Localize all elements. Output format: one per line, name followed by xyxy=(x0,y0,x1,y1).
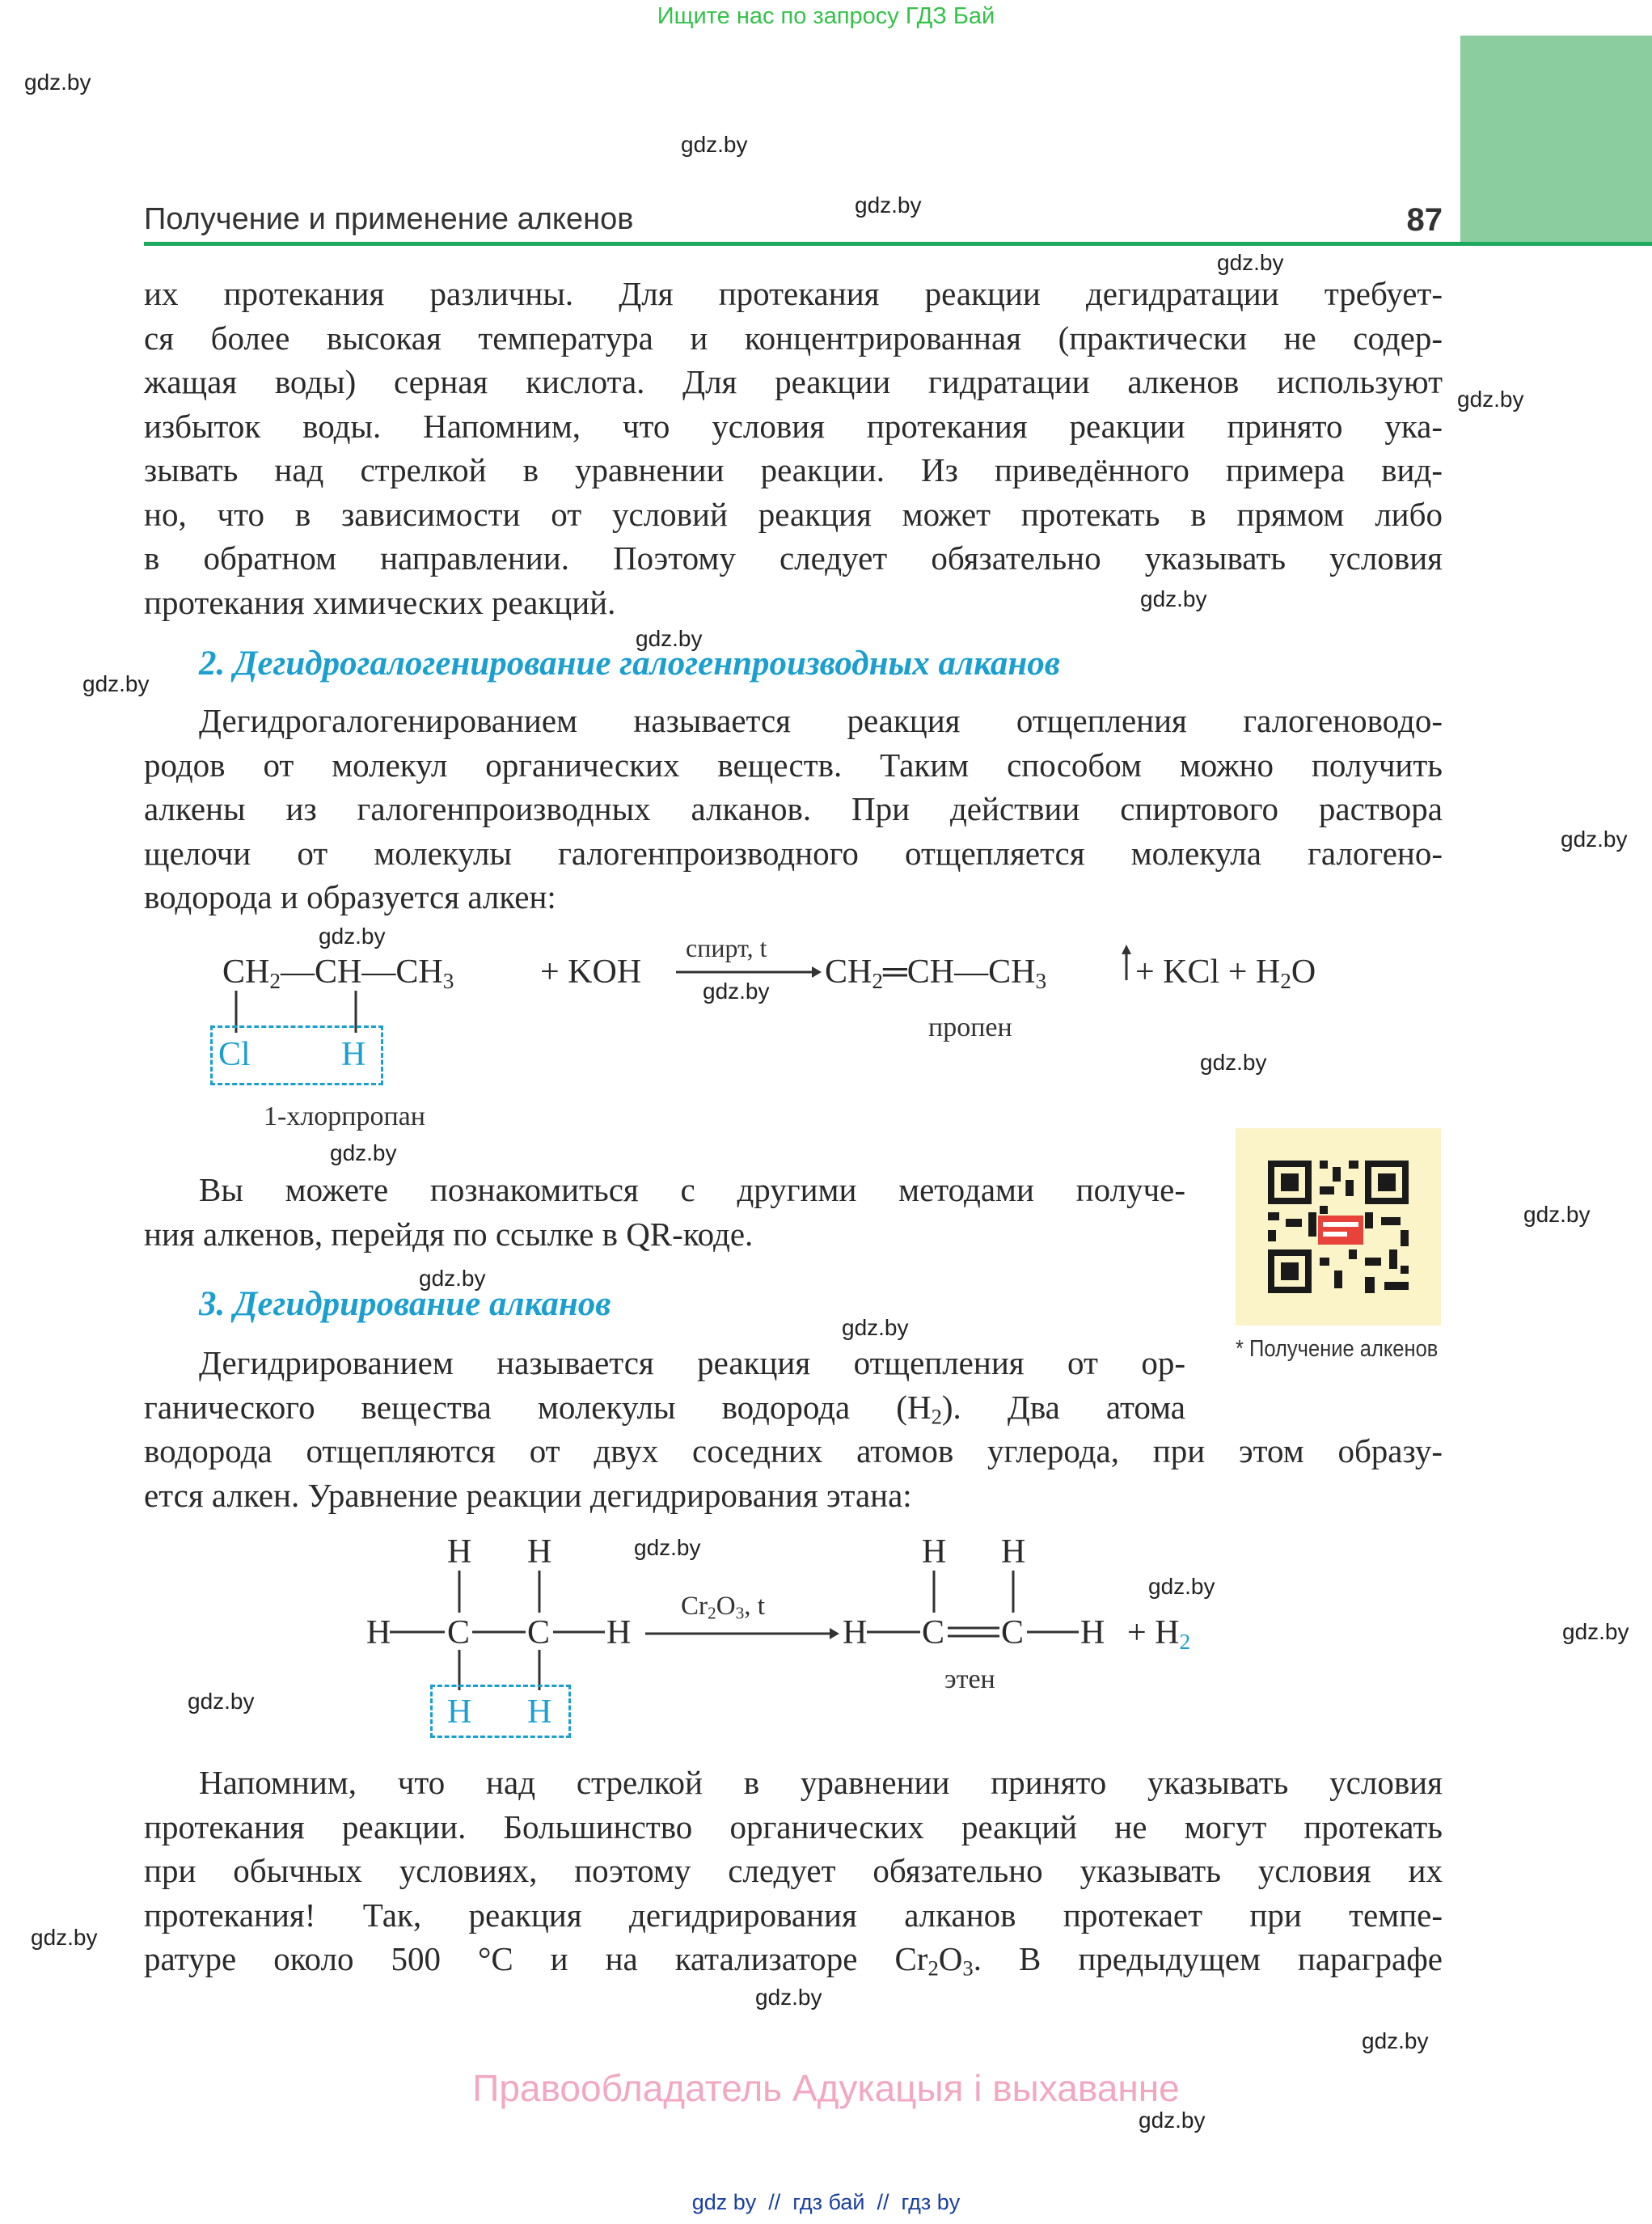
watermark: gdz.by xyxy=(330,1140,397,1165)
qr-code-icon[interactable] xyxy=(1236,1128,1441,1326)
text-line: ется алкен. Уравнение реакции дегидрирования этана: xyxy=(144,1476,912,1514)
section-2-heading: 2. Дегидрогалогенирование галогенпроизводных алканов xyxy=(199,645,1060,683)
section-3-paragraph-cont xyxy=(144,1429,1443,1517)
text-line: при обычных условиях, поэтому следует обязательно указывать условия их xyxy=(144,1852,1443,1889)
closing-paragraph xyxy=(144,1761,1443,1990)
watermark: gdz.by xyxy=(681,132,748,157)
catalyst-condition: $Cr_2O_3$, t xyxy=(681,1592,765,1623)
reaction-arrow xyxy=(645,1626,839,1642)
intro-paragraph xyxy=(144,272,1443,624)
text-line: ся более высокая температура и концентрированная (практически не содер- xyxy=(144,319,1443,357)
watermark: gdz.by xyxy=(24,70,91,95)
watermark: gdz.by xyxy=(1200,1050,1267,1075)
atom-h: H xyxy=(366,1614,391,1651)
product-name: пропен xyxy=(928,1013,1012,1042)
atom-h: H xyxy=(922,1533,947,1571)
plus-h2: + $H_2$ xyxy=(1127,1614,1191,1654)
watermark: gdz.by xyxy=(1148,1574,1215,1599)
watermark: gdz.by xyxy=(1139,2108,1206,2133)
section-3-heading: 3. Дегидрирование алканов xyxy=(199,1285,611,1323)
text-line: Вы можете познакомиться с другими методами получе- xyxy=(199,1171,1185,1208)
watermark: gdz.by xyxy=(1562,1619,1629,1644)
text-line: щелочи от молекулы галогенпроизводного отщепляется молекула галогено- xyxy=(144,834,1443,872)
text-line: зывать над стрелкой в уравнении реакции. Из приведённого примера вид- xyxy=(144,451,1443,488)
page-corner-tab xyxy=(1460,36,1652,242)
text-line: но, что в зависимости от условий реакция может протекать в прямом либо xyxy=(144,495,1443,533)
watermark: gdz.by xyxy=(1457,387,1524,412)
watermark: gdz.by xyxy=(634,1535,701,1560)
text-line: Дегидрированием называется реакция отщепления от ор- xyxy=(199,1344,1185,1381)
reactant-name: 1-хлорпропан xyxy=(264,1101,425,1131)
text-line: в обратном направлении. Поэтому следует обязательно указывать условия xyxy=(144,539,1443,577)
atom-h: H xyxy=(606,1614,632,1651)
watermark: gdz.by xyxy=(755,1985,822,2010)
atom-h: H xyxy=(1001,1533,1026,1571)
atom-h: H xyxy=(447,1693,472,1731)
atom-h: H xyxy=(527,1533,552,1571)
text-line: протекания! Так, реакция дегидрирования алканов протекает при темпе- xyxy=(144,1896,1443,1934)
page-number: 87 xyxy=(1406,202,1443,238)
atom-c: C xyxy=(922,1614,945,1651)
atom-c: C xyxy=(1001,1614,1025,1651)
watermark: gdz.by xyxy=(419,1266,486,1291)
watermark: gdz.by xyxy=(1140,586,1207,611)
atom-c: C xyxy=(447,1614,471,1651)
text-line: жащая воды) серная кислота. Для реакции гидратации алкенов используют xyxy=(144,363,1443,400)
text-line: ратуре около 500 °C и на катализаторе $Cr_2O_3$. В предыдущем параграфе xyxy=(144,1940,1443,1981)
text-line: протекания реакции. Большинство органических реакций не могут протекать xyxy=(144,1808,1443,1846)
footer-links[interactable]: gdz by // гдз бай // гдз by xyxy=(691,2190,961,2214)
atom-h: H xyxy=(527,1693,552,1731)
watermark: gdz.by xyxy=(319,924,386,949)
hydrogen-atom: H xyxy=(341,1036,366,1073)
text-line: родов от молекул органических веществ. Таким способом можно получить xyxy=(144,746,1443,784)
qr-code-box[interactable] xyxy=(1236,1128,1441,1326)
copyright-notice: Правообладатель Адукацыя і выхаванне xyxy=(472,2067,1180,2109)
watermark: gdz.by xyxy=(855,192,922,218)
text-line: Напомним, что над стрелкой в уравнении принято указывать условия xyxy=(199,1764,1443,1801)
watermark: gdz.by xyxy=(31,1925,98,1950)
chlorine-atom: Cl xyxy=(218,1036,251,1073)
text-line: Дегидрогалогенированием называется реакция отщепления галогеноводо- xyxy=(199,702,1443,739)
header-rule xyxy=(144,242,1652,246)
gas-arrow-up-icon xyxy=(1120,945,1133,980)
watermark: gdz.by xyxy=(188,1689,255,1714)
text-line: алкены из галогенпроизводных алканов. При действии спиртового раствора xyxy=(144,790,1443,827)
atom-h: H xyxy=(1080,1614,1105,1651)
watermark: gdz.by xyxy=(636,626,703,651)
watermark: gdz.by xyxy=(842,1315,909,1340)
atom-h: H xyxy=(447,1533,472,1571)
top-banner[interactable]: Ищите нас по запросу ГДЗ Бай xyxy=(657,3,995,29)
text-line: водорода и образуется алкен: xyxy=(144,878,556,915)
watermark: gdz.by xyxy=(82,671,150,696)
byproducts: + KCl + $H_2O$ xyxy=(1135,953,1316,993)
eliminated-h2-box xyxy=(430,1685,571,1738)
text-line: ганического вещества молекулы водорода $(H_2)$. Два атома xyxy=(144,1388,1185,1429)
arrow-condition: спирт, t xyxy=(686,933,767,962)
watermark: gdz.by xyxy=(1362,2028,1429,2053)
qr-text xyxy=(144,1168,1185,1256)
watermark: gdz.by xyxy=(1561,827,1628,852)
text-line: их протекания различны. Для протекания реакции дегидратации требует- xyxy=(144,275,1443,312)
product-formula: $CH_2═CH—CH_3$ xyxy=(825,953,1047,993)
atom-c: C xyxy=(527,1614,551,1651)
running-header-title: Получение и применение алкенов xyxy=(144,202,634,236)
text-line: водорода отщепляются от двух соседних атомов углерода, при этом образу- xyxy=(144,1432,1443,1469)
atom-h: H xyxy=(843,1614,868,1651)
text-line: избыток воды. Напомним, что условия протекания реакции принято ука- xyxy=(144,407,1443,445)
text-line: протекания химических реакций. xyxy=(144,583,616,621)
reactant-formula: $CH_2—CH—CH_3$ xyxy=(222,953,454,993)
text-line: ния алкенов, перейдя по ссылке в QR-коде. xyxy=(144,1215,754,1253)
plus-koh: + KOH xyxy=(540,953,642,991)
watermark: gdz.by xyxy=(1523,1202,1591,1227)
ethene-bonds xyxy=(833,1528,1124,1658)
watermark: gdz.by xyxy=(703,979,770,1004)
qr-caption: * Получение алкенов xyxy=(1236,1336,1439,1362)
watermark: gdz.by xyxy=(1217,250,1284,275)
reaction-arrow xyxy=(676,964,822,980)
section-3-paragraph xyxy=(144,1341,1185,1439)
product-name: этен xyxy=(944,1664,995,1694)
section-2-paragraph xyxy=(144,699,1443,920)
